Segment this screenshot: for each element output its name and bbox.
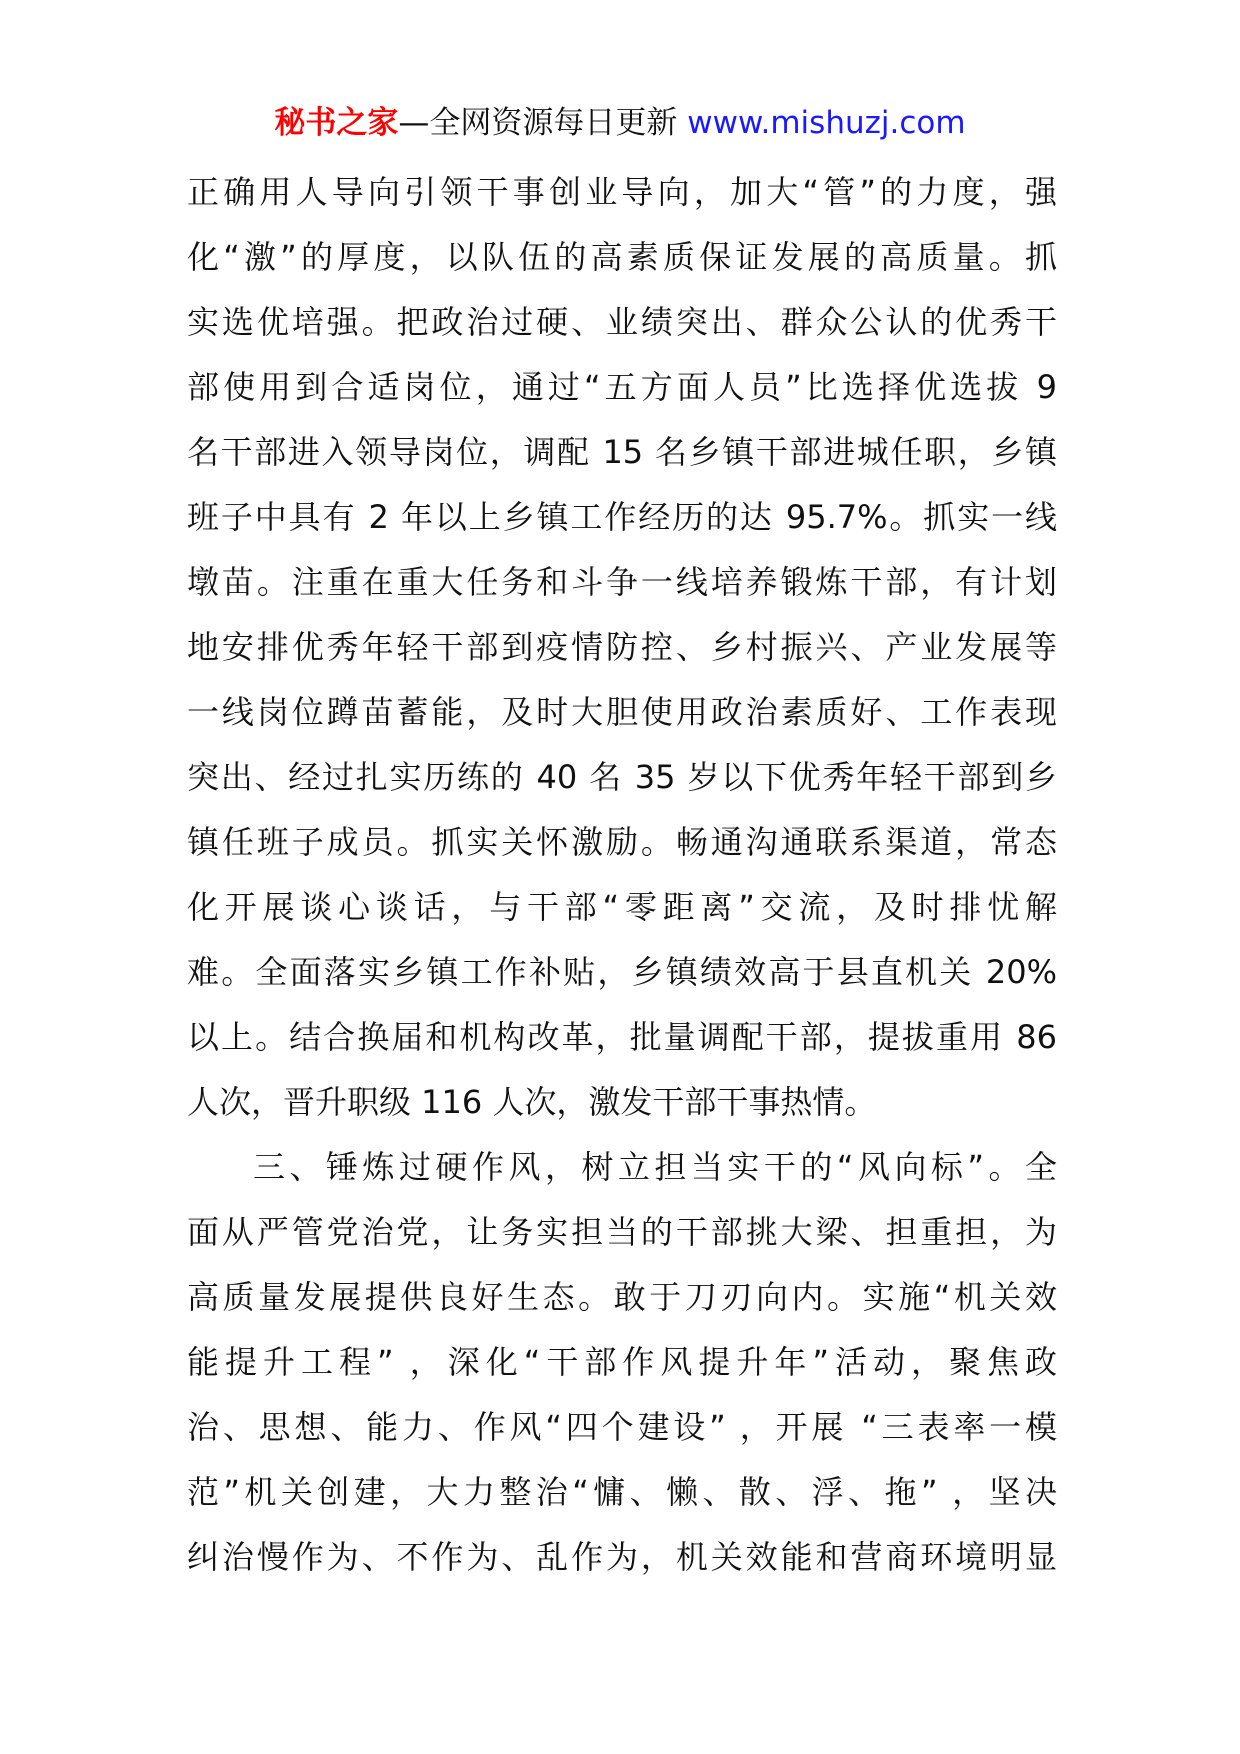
text-line: 化开展谈心谈话，与干部“零距离”交流，及时排忧解 <box>187 888 1057 926</box>
text-line: 以上。结合换届和机构改革，批量调配干部，提拔重用 86 <box>187 1018 1057 1056</box>
text-line: 名干部进入领导岗位，调配 15 名乡镇干部进城任职，乡镇 <box>187 433 1057 471</box>
text-line: 实选优培强。把政治过硬、业绩突出、群众公认的优秀干 <box>187 303 1057 341</box>
text-line: 正确用人导向引领干事创业导向，加大“管”的力度，强 <box>187 173 1057 211</box>
page-header <box>0 98 1240 148</box>
text-line: 难。全面落实乡镇工作补贴，乡镇绩效高于县直机关 20% <box>187 953 1057 991</box>
text-line: 范”机关创建，大力整治“慵、懒、散、浮、拖” ，坚决 <box>187 1473 1057 1511</box>
text-line: 墩苗。注重在重大任务和斗争一线培养锻炼干部，有计划 <box>187 563 1057 601</box>
text-line: 突出、经过扎实历练的 40 名 35 岁以下优秀年轻干部到乡 <box>187 758 1057 796</box>
text-line: 化“激”的厚度，以队伍的高素质保证发展的高质量。抓 <box>187 238 1057 276</box>
site-link[interactable]: www.mishuzj.com <box>687 105 966 141</box>
text-line: 一线岗位蹲苗蓄能，及时大胆使用政治素质好、工作表现 <box>187 693 1057 731</box>
text-line: 班子中具有 2 年以上乡镇工作经历的达 95.7%。抓实一线 <box>187 498 1057 536</box>
text-line: 能提升工程” ，深化“干部作风提升年”活动，聚焦政 <box>187 1343 1057 1381</box>
document-body <box>187 160 1057 1590</box>
text-line: 面从严管党治党，让务实担当的干部挑大梁、担重担，为 <box>187 1213 1057 1251</box>
text-line: 纠治慢作为、不作为、乱作为，机关效能和营商环境明显 <box>187 1538 1057 1576</box>
text-line: 部使用到合适岗位，通过“五方面人员”比选择优选拔 9 <box>187 368 1057 406</box>
text-line: 高质量发展提供良好生态。敢于刀刃向内。实施“机关效 <box>187 1278 1057 1316</box>
header-tagline: —全网资源每日更新 <box>398 105 678 141</box>
text-line: 治、思想、能力、作风“四个建设” ，开展 “三表率一模 <box>187 1408 1057 1446</box>
paragraph-end-line: 人次，晋升职级 116 人次，激发干部干事热情。 <box>187 1083 877 1121</box>
text-line: 地安排优秀年轻干部到疫情防控、乡村振兴、产业发展等 <box>187 628 1057 666</box>
text-line: 镇任班子成员。抓实关怀激励。畅通沟通联系渠道，常态 <box>187 823 1057 861</box>
brand-name: 秘书之家 <box>274 105 399 141</box>
section-heading-line: 三、锤炼过硬作风，树立担当实干的“风向标”。全 <box>253 1148 1057 1186</box>
